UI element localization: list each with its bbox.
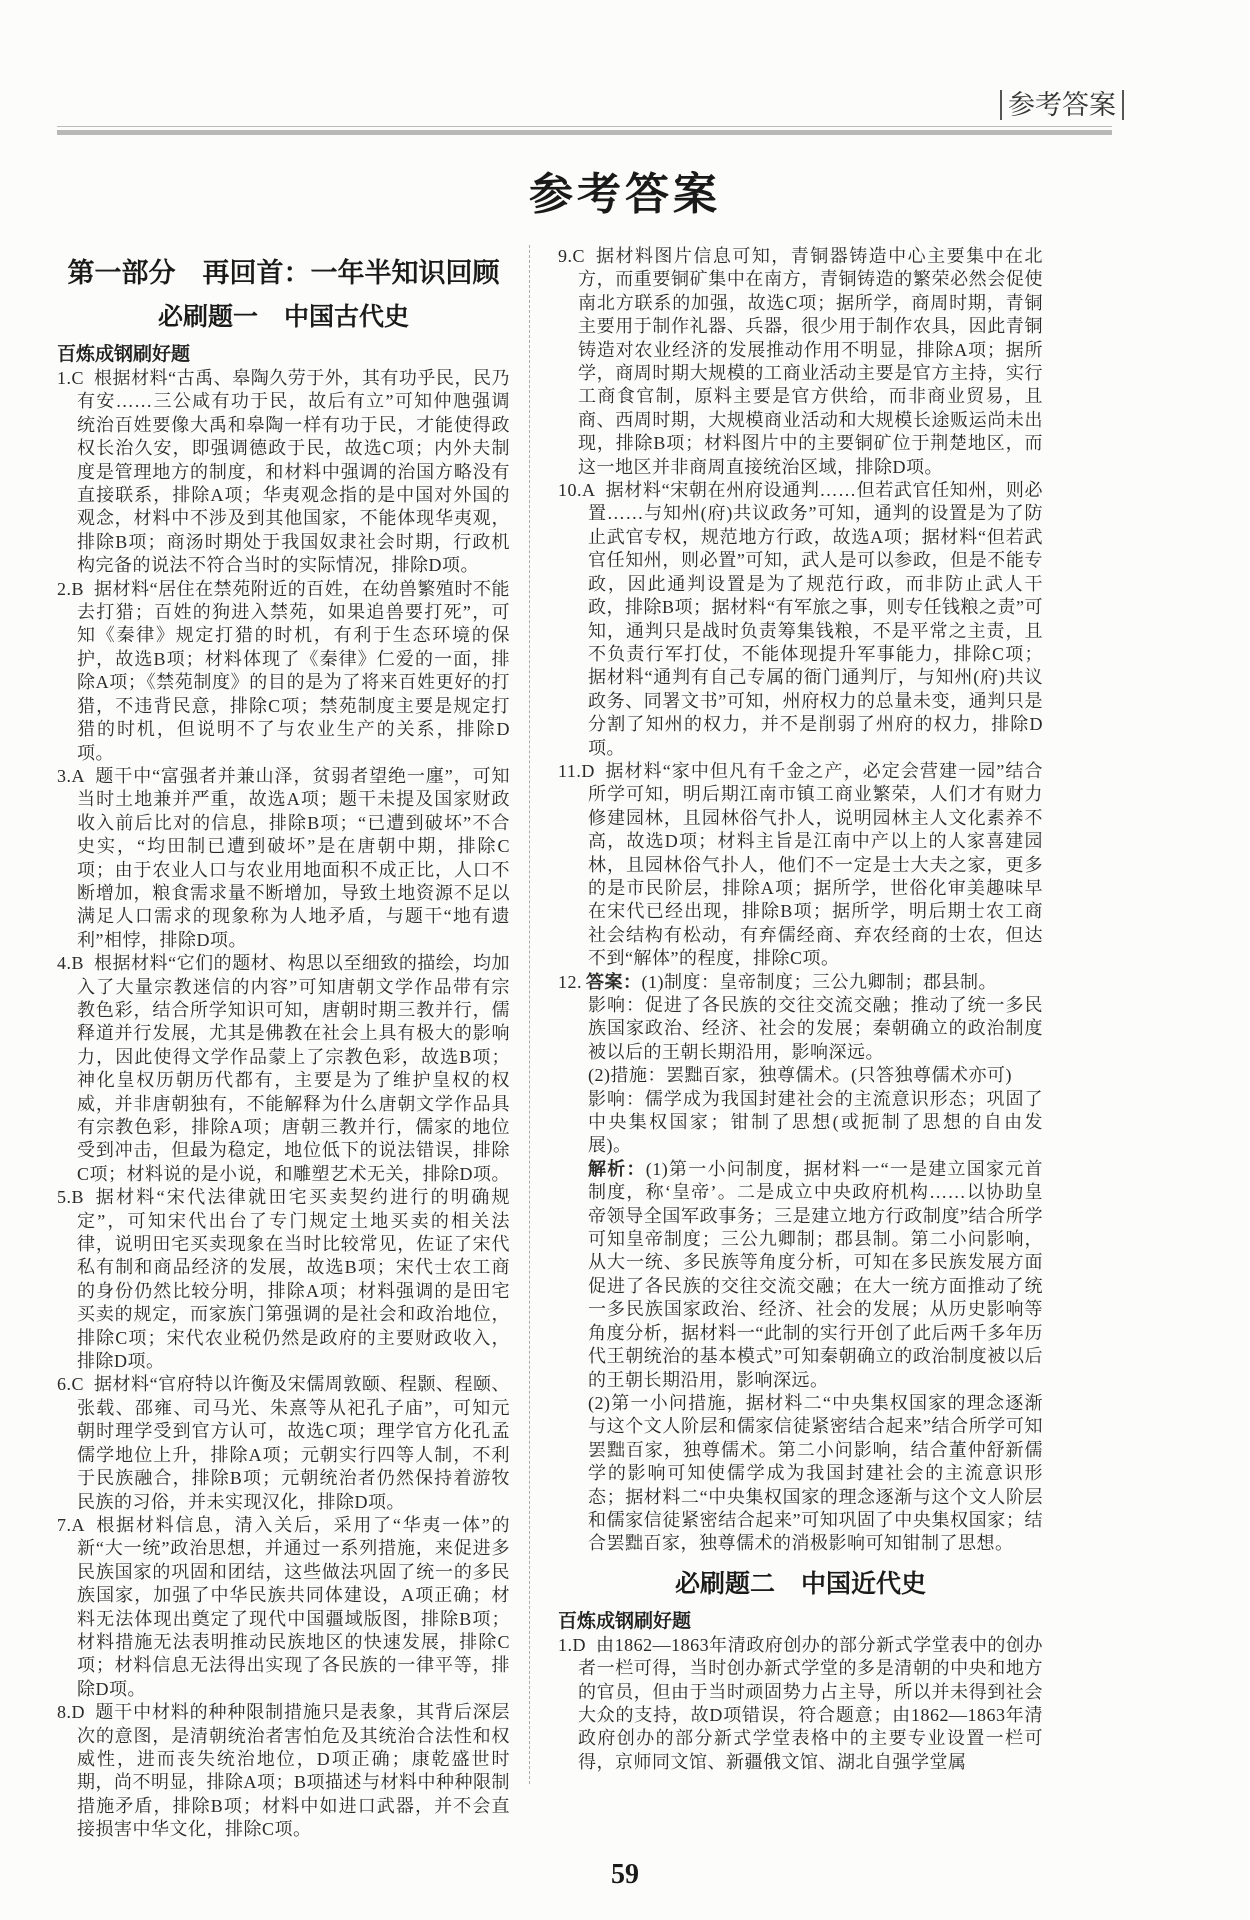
answer-item (57, 1701, 510, 1841)
page-number: 59 (611, 1858, 639, 1890)
answer-number: 5.B (57, 1187, 85, 1208)
answer-text: 题干中材料的种种限制措施只是表象，其背后深层次的意图，是清朝统治者害怕危及其统治合法性和权威性，进而丧失统治地位，D项正确；康乾盛世时期，尚不明显，排除A项；B项描述与材料中种种限制措施矛盾，排除B项；材料中如进口武器，并不会直接损害中华文化，排除C项。 (77, 1702, 511, 1840)
exercise-label: 百炼成钢刷好题 (57, 344, 191, 365)
answer-text: 根据材料信息，清入关后，采用了“华夷一体”的新“大一统”政治思想，并通过一系列措施，来促进多民族国家的巩固和团结，这些做法巩固了统一的多民族国家，加强了中华民族共同体建设，A项正确；材料无法体现出奠定了现代中国疆域版图，排除B项；材料措施无法表明推动民族地区的快速发展，排除C项；材料信息无法得出实现了各民族的一律平等，排除D项。 (77, 1514, 510, 1699)
answer-part: (1)制度：皇帝制度；三公九卿制；郡县制。 (641, 971, 997, 992)
page-footer (57, 1860, 1250, 1890)
answer-number: 6.C (57, 1374, 85, 1395)
answer-item (558, 1634, 1043, 1774)
section-title: 中国近代史 (801, 1570, 927, 1598)
analysis-text: (1)第一小问制度，据材料一“一是建立国家元首制度，称‘皇帝’。二是成立中央政府机构……以协助皇帝领导全国军政事务；三是建立地方行政制度”结合所学可知皇帝制度；三公九卿制；郡县制。第二小问影响，从大一统、多民族等角度分析，可知在多民族发展方面促进了各民族的交往交流交融；在大一统方面推动了统一多民族国家政治、经济、社会的发展；从历史影响等角度分析，据材料一“此制的实行开创了此后两千多年历代王朝统治的基本模式”可知秦朝确立的政治制度被以后的王朝长期沿用，影响深远。 (588, 1158, 1044, 1390)
answer-item-12 (558, 971, 1043, 994)
answer-number: 10.A (558, 480, 596, 501)
running-header-label: 参考答案 (1000, 90, 1124, 120)
answer-text: 据材料“官府特以许衡及宋儒周敦颐、程颢、程颐、张载、邵雍、司马光、朱熹等从祀孔子庙”，可知元朝时理学受到官方认可，故选C项；理学官方化孔孟儒学地位上升，排除A项；元朝实行四等人制，不利于民族融合，排除B项；元朝统治者仍然保持着游牧民族的习俗，并未实现汉化，排除D项。 (77, 1374, 510, 1512)
answer-number: 12. (558, 971, 582, 992)
answer-number: 4.B (57, 953, 85, 974)
answer-item (57, 578, 510, 765)
answer-text: 据材料“居住在禁苑附近的百姓，在幼兽繁殖时不能去打猎；百姓的狗进入禁苑，如果追兽要打死”，可知《秦律》规定打猎的时机，有利于生态环境的保护，故选B项；材料体现了《秦律》仁爱的一面，排除A项；《禁苑制度》的目的是为了将来百姓更好的打猎，不违背民意，排除C项；禁苑制度主要是规定打猎的时机，但说明不了与农业生产的关系，排除D项。 (77, 578, 510, 763)
answer-part: 影响：儒学成为我国封建社会的主流意识形态；巩固了中央集权国家；钳制了思想(或扼制了思想的自由发展)。 (588, 1088, 1043, 1156)
left-column (57, 245, 510, 1842)
answer-text: 题干中“富强者并兼山泽，贫弱者望绝一廛”，可知当时土地兼并严重，故选A项；题干未提及国家财政收入前后比对的信息，排除B项；“已遭到破坏”不合史实，“均田制已遭到破坏”是在唐朝中期，排除C项；由于农业人口与农业用地面积不成正比，人口不断增加，粮食需求量不断增加，导致土地资源不足以满足人口需求的现象称为人地矛盾，与题干“地有遗利”相悖，排除D项。 (77, 765, 510, 950)
answer-item (558, 245, 1043, 479)
answer-number: 7.A (57, 1514, 85, 1535)
answer-text: 据材料“宋代法律就田宅买卖契约进行的明确规定”，可知宋代出台了专门规定土地买卖的相关法律，说明田宅买卖现象在当时比较常见，佐证了宋代私有制和商品经济的发展，故选B项；宋代士农工商的身份仍然比较分明，排除A项；材料强调的是田宅买卖的规定，而家族门第强调的是社会和政治地位，排除C项；宋代农业税仍然是政府的主要财政收入，排除D项。 (77, 1187, 510, 1372)
analysis-label: 解析： (588, 1158, 646, 1179)
two-column-body (57, 0, 1112, 1842)
answer-item (57, 367, 510, 578)
section-number: 必刷题一 (157, 304, 258, 331)
analysis-part (558, 1158, 1043, 1392)
answer-number: 8.D (57, 1702, 85, 1723)
answer-text: 据材料图片信息可知，青铜器铸造中心主要集中在北方，而重要铜矿集中在南方，青铜铸造的繁荣必然会促使南北方联系的加强，故选C项；据所学，商周时期，青铜主要用于制作礼器、兵器，很少用于制作农具，因此青铜铸造对农业经济的发展推动作用不明显，排除A项；据所学，商周时期大规模的工商业活动主要是官方主持，实行工商食官制，原料主要是官方供给，而非商业贸易，且商、西周时期，大规模商业活动和大规模长途贩运尚未出现，排除B项；材料图片中的主要铜矿位于荆楚地区，而这一地区并非商周直接统治区域，排除D项。 (578, 246, 1043, 477)
answer-item (57, 952, 510, 1186)
analysis-text: (2)第一小问措施，据材料二“中央集权国家的理念逐渐与这个文人阶层和儒家信徒紧密结合起来”结合所学可知罢黜百家，独尊儒术。第二小问影响，结合董仲舒新儒学的影响可知使儒学成为我国封建社会的主流意识形态；据材料二“中央集权国家的理念逐渐与这个文人阶层和儒家信徒紧密结合起来”可知巩固了中央集权国家；结合罢黜百家，独尊儒术的消极影响可知钳制了思想。 (588, 1392, 1043, 1554)
part-heading: 第一部分 再回首：一年半知识回顾 (67, 258, 500, 288)
answer-text: 根据材料“它们的题材、构思以至细致的描绘，均加入了大量宗教迷信的内容”可知唐朝文学作品带有宗教色彩，结合所学知识可知，唐朝时期三教并行，儒释道并行发展，尤其是佛教在社会上具有极大的影响力，因此使得文学作品蒙上了宗教色彩，故选B项；神化皇权历朝历代都有，主要是为了维护皇权的权威，并非唐朝独有，不能解释为什么唐朝文学作品具有宗教色彩，排除A项；唐朝三教并行，儒家的地位受到冲击，但最为稳定，地位低下的说法错误，排除C项；材料说的是小说，和雕塑艺术无关，排除D项。 (77, 953, 511, 1184)
answer-number: 3.A (57, 765, 85, 786)
answer-item (57, 1186, 510, 1373)
answer-number: 1.D (558, 1634, 586, 1655)
answer-item (57, 1514, 510, 1701)
answer-item (558, 760, 1043, 971)
section2-answers (558, 1634, 1043, 1774)
answer-text: 据材料“家中但凡有千金之产，必定会营建一园”结合所学可知，明后期江南市镇工商业繁荣，人们才有财力修建园林，且园林俗气扑人，说明园林主人文化素养不高，故选D项；材料主旨是江南中产以上的人家喜建园林，且园林俗气扑人，他们不一定是士大夫之家，更多的是市民阶层，排除A项；据所学，世俗化审美趣味早在宋代已经出现，排除B项；据所学，明后期士农工商社会结构有松动，有弃儒经商、弃农经商的士农，但达不到“解体”的程度，排除C项。 (588, 760, 1043, 969)
exercise-label: 百炼成钢刷好题 (558, 1610, 692, 1632)
section-heading-modern (558, 1570, 1043, 1600)
answer-number: 2.B (57, 578, 85, 599)
page-title: 参考答案 (529, 170, 721, 219)
answer-number: 9.C (558, 246, 586, 266)
answer-text: 由1862—1863年清政府创办的部分新式学堂表中的创办者一栏可得，当时创办新式学堂的多是清朝的中央和地方的官员，但由于当时顽固势力占主导，所以并未得到社会大众的支持，故D项错误，符合题意；由1862—1863年清政府创办的部分新式学堂表格中的主要专业设置一栏可得，京师同文馆、新疆俄文馆、湖北自强学堂属 (578, 1634, 1043, 1772)
right-column (529, 245, 1043, 1784)
answer-item (57, 765, 510, 952)
right-column-answers (558, 245, 1043, 1556)
left-column-answers (57, 367, 510, 1842)
answer-text: 根据材料“古禹、皋陶久劳于外，其有功乎民，民乃有安……三公咸有功于民，故后有立”可知仲虺强调统治百姓要像大禹和皋陶一样有功于民，才能使得政权长治久安，即强调德政于民，故选C项；内外夫制度是管理地方的制度，和材料中强调的治国方略没有直接联系，排除A项；华夷观念指的是中国对外国的观念，材料中不涉及到其他国家，不能体现华夷观，排除B项；商汤时期处于我国奴隶社会时期，行政机构完备的说法不符合当时的实际情况，排除D项。 (77, 368, 510, 576)
answer-number: 1.C (57, 368, 85, 388)
answer-part: (2)措施：罢黜百家，独尊儒术。(只答独尊儒术亦可) (588, 1065, 1012, 1086)
answer-label: 答案： (586, 971, 642, 992)
answer-number: 11.D (558, 760, 595, 781)
answer-item (558, 479, 1043, 760)
section-number: 必刷题二 (674, 1570, 775, 1598)
answer-text: 据材料“宋朝在州府设通判……但若武官任知州，则必置……与知州(府)共议政务”可知，通判的设置是为了防止武官专权，规范地方行政，故选A项；据材料“但若武官任知州，则必置”可知，武人是可以参政，但是不能专政，因此通判设置是为了规范行政，而非防止武人干政，排除B项；据材料“有军旅之事，则专任钱粮之责”可知，通判只是战时负责筹集钱粮，不是平常之主责，且不负责行军打仗，不能体现提升军事能力，排除C项；据材料“通判有自己专属的衙门通判厅，与知州(府)共议政务、同署文书”可知，州府权力的总量未变，通判只是分割了知州的权力，并不是削弱了州府的权力，排除D项。 (588, 480, 1043, 758)
section-heading-ancient (57, 303, 510, 333)
section-title: 中国古代史 (284, 304, 410, 331)
answer-item (57, 1373, 510, 1513)
answer-part: 影响：促进了各民族的交往交流交融；推动了统一多民族国家政治、经济、社会的发展；秦朝确立的政治制度被以后的王朝长期沿用，影响深远。 (588, 995, 1043, 1062)
